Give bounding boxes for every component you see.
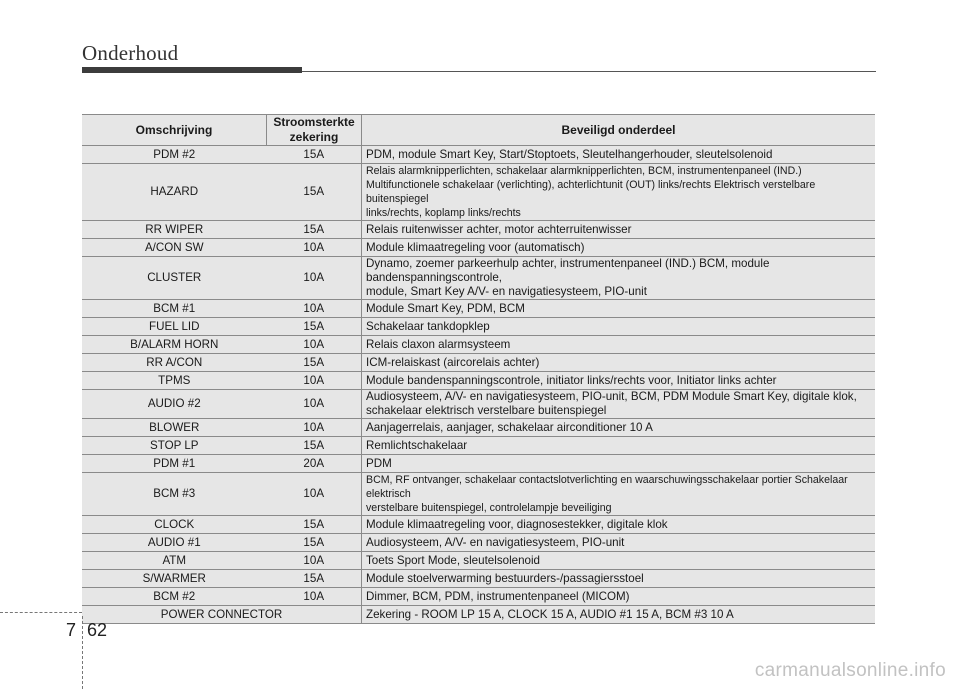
fuse-name-cell: ATM: [82, 552, 267, 570]
protected-component-line: Multifunctionele schakelaar (verlichting), achterlichtunit (OUT) links/rechts Elektrisch verstelbare buitenspiegel: [366, 179, 816, 205]
protected-component-line: Aanjagerrelais, aanjager, schakelaar airconditioner 10 A: [366, 420, 653, 434]
protected-component-line: Toets Sport Mode, sleutelsolenoid: [366, 553, 541, 567]
protected-component-cell: [362, 336, 876, 354]
header-accent-bar: [82, 67, 302, 73]
table-row: [82, 318, 875, 336]
fuse-amperage-cell: 10A: [267, 419, 362, 437]
fuse-name-cell: CLOCK: [82, 516, 267, 534]
fuse-amperage-cell: 15A: [267, 318, 362, 336]
protected-component-cell: [362, 164, 876, 221]
protected-component-line: PDM: [366, 456, 392, 470]
fuse-amperage-cell: 10A: [267, 336, 362, 354]
protected-component-line: Remlichtschakelaar: [366, 438, 468, 452]
protected-component-cell: [362, 390, 876, 419]
table-row: [82, 164, 875, 221]
fuse-amperage-cell: 20A: [267, 455, 362, 473]
table-row: [82, 473, 875, 516]
page-header-title: Onderhoud: [82, 41, 179, 65]
protected-component-line: verstelbare buitenspiegel, controlelampje beveiliging: [366, 502, 612, 514]
protected-component-line: Relais claxon alarmsysteem: [366, 337, 511, 351]
fuse-name-cell: FUEL LID: [82, 318, 267, 336]
protected-component-line: links/rechts, koplamp links/rechts: [366, 207, 521, 219]
protected-component-cell: [362, 473, 876, 516]
fuse-amperage-cell: 15A: [267, 221, 362, 239]
chapter-number: 7: [66, 620, 77, 640]
column-header-amperage: [267, 115, 362, 146]
fuse-name-cell: RR A/CON: [82, 354, 267, 372]
table-row: [82, 552, 875, 570]
protected-component-cell: [362, 221, 876, 239]
table-row: [82, 239, 875, 257]
protected-component-cell: [362, 257, 876, 300]
watermark: carmanualsonline.info: [754, 660, 946, 681]
fuse-name-cell: PDM #1: [82, 455, 267, 473]
table-row: [82, 146, 875, 164]
fuse-name-cell: CLUSTER: [82, 257, 267, 300]
table-row: [82, 606, 875, 624]
protected-component-line: Schakelaar tankdopklep: [366, 319, 490, 333]
table-row: [82, 336, 875, 354]
fuse-name-cell: STOP LP: [82, 437, 267, 455]
fuse-name-cell: BCM #1: [82, 300, 267, 318]
fuse-amperage-cell: 10A: [267, 588, 362, 606]
fuse-amperage-cell: 15A: [267, 570, 362, 588]
fuse-name-cell: RR WIPER: [82, 221, 267, 239]
protected-component-cell: [362, 419, 876, 437]
table-row: [82, 390, 875, 419]
table-row: [82, 455, 875, 473]
fuse-table: [82, 114, 875, 624]
protected-component-line: ICM-relaiskast (aircorelais achter): [366, 355, 540, 369]
protected-component-cell: [362, 552, 876, 570]
protected-component-cell: [362, 570, 876, 588]
table-row: [82, 354, 875, 372]
column-header-amperage-line1: Stroomsterkte: [273, 115, 355, 129]
table-row: [82, 257, 875, 300]
fuse-amperage-cell: 15A: [267, 437, 362, 455]
footer-vertical-rule: [82, 616, 83, 689]
table-row: [82, 588, 875, 606]
table-row: [82, 516, 875, 534]
protected-component-line: module, Smart Key A/V- en navigatiesysteem, PIO-unit: [366, 285, 647, 298]
protected-component-line: Relais ruitenwisser achter, motor achterruitenwisser: [366, 222, 632, 236]
protected-component-line: Module Smart Key, PDM, BCM: [366, 301, 525, 315]
fuse-amperage-cell: 15A: [267, 354, 362, 372]
fuse-amperage-cell: 10A: [267, 552, 362, 570]
fuse-amperage-cell: 15A: [267, 146, 362, 164]
fuse-amperage-cell: 15A: [267, 516, 362, 534]
fuse-name-cell: TPMS: [82, 372, 267, 390]
protected-component-line: Module klimaatregeling voor, diagnosestekker, digitale klok: [366, 517, 668, 531]
protected-component-cell: [362, 516, 876, 534]
protected-component-cell: [362, 146, 876, 164]
protected-component-line: schakelaar elektrisch verstelbare buitenspiegel: [366, 404, 607, 417]
protected-component-line: Relais alarmknipperlichten, schakelaar alarmknipperlichten, BCM, instrumentenpaneel (IND.): [366, 165, 802, 177]
protected-component-cell: Zekering - ROOM LP 15 A, CLOCK 15 A, AUDIO #1 15 A, BCM #3 10 A: [362, 606, 876, 624]
protected-component-line: Dimmer, BCM, PDM, instrumentenpaneel (MICOM): [366, 589, 630, 603]
fuse-amperage-cell: 10A: [267, 390, 362, 419]
protected-component-cell: [362, 437, 876, 455]
fuse-name-cell: S/WARMER: [82, 570, 267, 588]
table-row: [82, 570, 875, 588]
protected-component-line: Audiosysteem, A/V- en navigatiesysteem, PIO-unit, BCM, PDM Module Smart Key, digitale klok,: [366, 390, 857, 403]
fuse-name-cell: BCM #2: [82, 588, 267, 606]
footer-horizontal-rule: [0, 612, 82, 613]
table-row: [82, 419, 875, 437]
table-row: [82, 437, 875, 455]
protected-component-cell: [362, 318, 876, 336]
fuse-amperage-cell: 10A: [267, 300, 362, 318]
fuse-name-cell: A/CON SW: [82, 239, 267, 257]
table-row: [82, 372, 875, 390]
fuse-amperage-cell: 10A: [267, 473, 362, 516]
table-row: [82, 300, 875, 318]
protected-component-line: Module bandenspanningscontrole, initiator links/rechts voor, Initiator links achter: [366, 373, 777, 387]
fuse-amperage-cell: 15A: [267, 164, 362, 221]
protected-component-cell: [362, 239, 876, 257]
protected-component-cell: [362, 372, 876, 390]
fuse-name-cell: BCM #3: [82, 473, 267, 516]
fuse-name-cell: BLOWER: [82, 419, 267, 437]
protected-component-line: Module stoelverwarming bestuurders-/passagiersstoel: [366, 571, 644, 585]
protected-component-cell: [362, 300, 876, 318]
column-header-description: Omschrijving: [82, 115, 267, 146]
fuse-name-cell: AUDIO #2: [82, 390, 267, 419]
fuse-amperage-cell: 15A: [267, 534, 362, 552]
header-rule: [302, 71, 876, 72]
column-header-protected-component: Beveiligd onderdeel: [362, 115, 876, 146]
protected-component-cell: [362, 455, 876, 473]
protected-component-line: Audiosysteem, A/V- en navigatiesysteem, PIO-unit: [366, 535, 625, 549]
fuse-name-cell: POWER CONNECTOR: [82, 606, 362, 624]
protected-component-line: Dynamo, zoemer parkeerhulp achter, instrumentenpaneel (IND.) BCM, module bandenspanningscontrole,: [366, 257, 770, 284]
table-header-row: [82, 115, 875, 146]
table-row: [82, 221, 875, 239]
fuse-amperage-cell: 10A: [267, 257, 362, 300]
protected-component-line: BCM, RF ontvanger, schakelaar contactslotverlichting en waarschuwingsschakelaar portier Schakelaar elektrisch: [366, 474, 848, 500]
fuse-name-cell: HAZARD: [82, 164, 267, 221]
protected-component-line: PDM, module Smart Key, Start/Stoptoets, Sleutelhangerhouder, sleutelsolenoid: [366, 147, 773, 161]
fuse-amperage-cell: 10A: [267, 239, 362, 257]
page-number: 62: [87, 620, 108, 640]
table-row: [82, 534, 875, 552]
fuse-name-cell: PDM #2: [82, 146, 267, 164]
protected-component-cell: [362, 534, 876, 552]
fuse-name-cell: AUDIO #1: [82, 534, 267, 552]
protected-component-line: Module klimaatregeling voor (automatisch): [366, 240, 585, 254]
fuse-table-body: [82, 146, 875, 624]
protected-component-cell: [362, 354, 876, 372]
fuse-amperage-cell: 10A: [267, 372, 362, 390]
fuse-name-cell: B/ALARM HORN: [82, 336, 267, 354]
column-header-amperage-line2: zekering: [289, 130, 339, 144]
protected-component-cell: [362, 588, 876, 606]
